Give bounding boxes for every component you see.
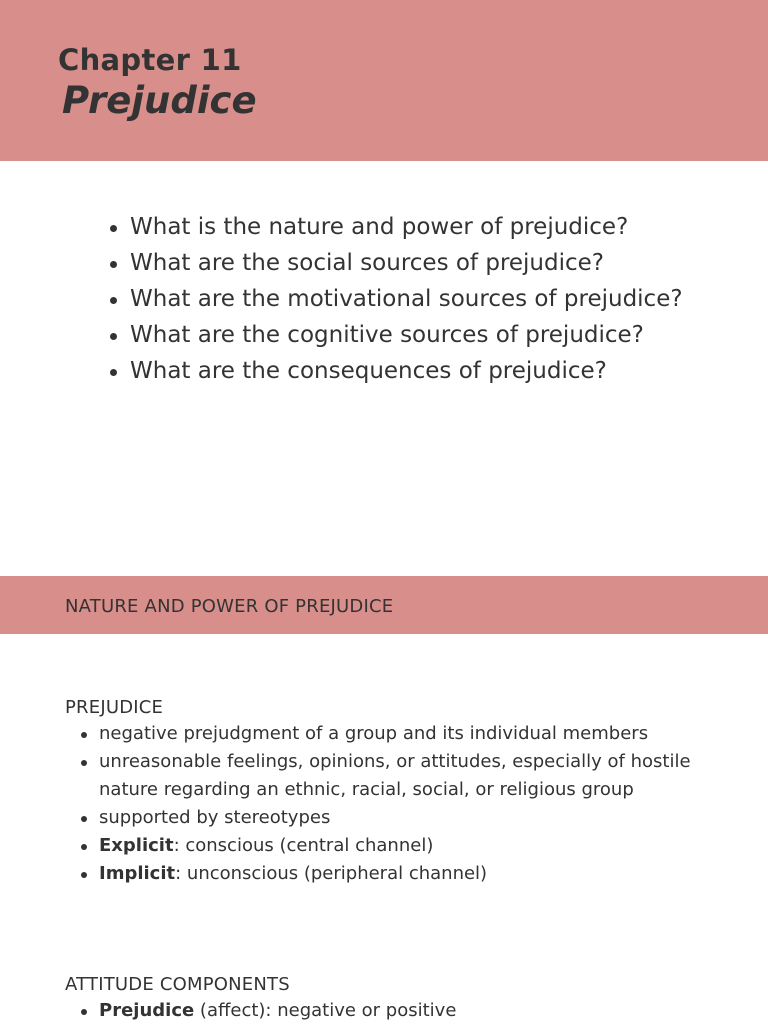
question-item: What are the cognitive sources of prejudice? (110, 317, 740, 353)
attitude-components-heading: ATTITUDE COMPONENTS (65, 974, 290, 995)
definition-text: : unconscious (peripheral channel) (175, 863, 488, 884)
chapter-number: Chapter 11 (58, 43, 242, 77)
definition-text: supported by stereotypes (99, 807, 331, 828)
question-item: What is the nature and power of prejudice? (110, 209, 740, 245)
definition-item (79, 860, 719, 888)
definition-text: negative prejudgment of a group and its individual members (99, 723, 649, 744)
definition-term: Implicit (99, 863, 176, 884)
question-item: What are the consequences of prejudice? (110, 353, 740, 389)
definition-item (79, 748, 719, 804)
question-item: What are the motivational sources of prejudice? (110, 281, 740, 317)
chapter-title: Prejudice (62, 79, 257, 122)
definition-term: Explicit (99, 835, 174, 856)
definition-item (79, 720, 719, 748)
definition-text: unreasonable feelings, opinions, or attitudes, especially of hostile nature regarding an ethnic, racial, social, or religious group (99, 751, 691, 800)
section-title: NATURE AND POWER OF PREJUDICE (65, 596, 394, 617)
attitude-components-list (79, 997, 719, 1024)
prejudice-heading: PREJUDICE (65, 697, 164, 718)
definition-text: (affect): negative or positive (194, 1000, 457, 1021)
definition-term: Prejudice (99, 1000, 195, 1021)
definition-item (79, 804, 719, 832)
prejudice-definition-list (79, 720, 719, 888)
key-questions-list (110, 209, 740, 389)
chapter-header (0, 0, 768, 161)
question-item: What are the social sources of prejudice? (110, 245, 740, 281)
definition-item (79, 997, 719, 1024)
section-header (0, 576, 768, 634)
definition-item (79, 832, 719, 860)
definition-text: : conscious (central channel) (173, 835, 434, 856)
